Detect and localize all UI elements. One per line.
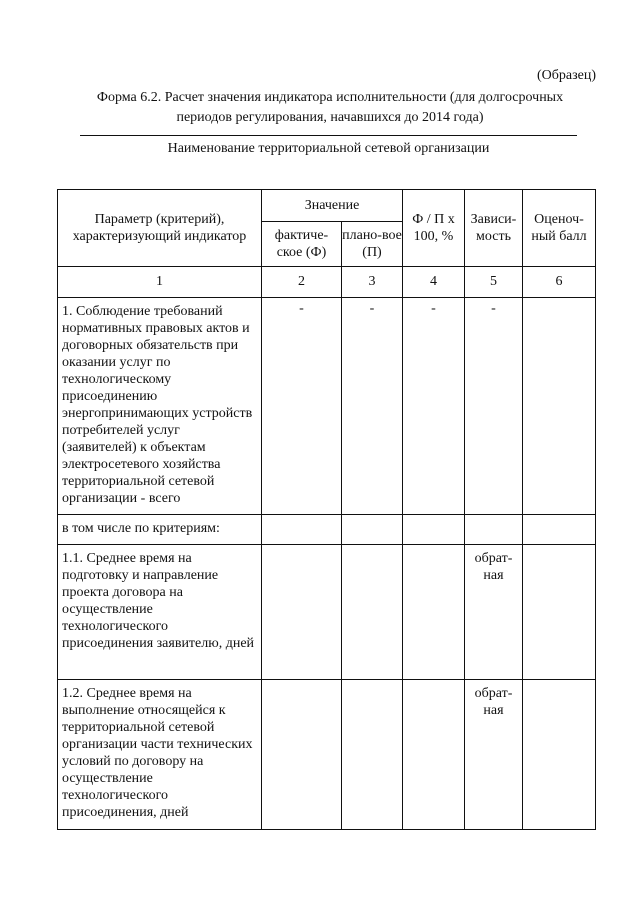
row-planned — [342, 545, 403, 680]
row-param: 1. Соблюдение требований нормативных правовых актов и договорных обязательств при оказании услуг по технологическому присоединению энергопринимающих устройств потребителей услуг (заявителей) к объектам электросетевого хозяйства территориальной сетевой организации - всего — [58, 298, 262, 515]
row-dependence: обрат-ная — [465, 545, 523, 680]
table-row — [58, 298, 596, 515]
row-score — [523, 545, 596, 680]
row-planned — [342, 515, 403, 545]
row-planned: - — [342, 298, 403, 515]
sample-label: (Образец) — [536, 68, 596, 83]
row-ratio: - — [403, 298, 465, 515]
form-title-line1: Форма 6.2. Расчет значения индикатора исполнительности (для долгосрочных — [96, 90, 564, 105]
row-actual — [262, 515, 342, 545]
table-row — [58, 680, 596, 830]
row-param: 1.1. Среднее время на подготовку и направление проекта договора на осуществление технологического присоединения заявителю, дней — [58, 545, 262, 680]
column-number: 4 — [403, 267, 465, 298]
column-number: 2 — [262, 267, 342, 298]
row-dependence: обрат-ная — [465, 680, 523, 830]
row-ratio — [403, 545, 465, 680]
row-param: в том числе по критериям: — [58, 515, 262, 545]
header-planned: плано-вое (П) — [342, 222, 403, 267]
column-number: 6 — [523, 267, 596, 298]
table-row — [58, 545, 596, 680]
header-dependence: Зависи-мость — [465, 190, 523, 267]
row-score — [523, 515, 596, 545]
table-row — [58, 515, 596, 545]
org-name-caption: Наименование территориальной сетевой организации — [167, 141, 490, 156]
column-number: 5 — [465, 267, 523, 298]
row-dependence — [465, 515, 523, 545]
row-ratio — [403, 515, 465, 545]
org-name-line — [80, 135, 577, 136]
row-score — [523, 680, 596, 830]
header-actual: фактиче-ское (Ф) — [262, 222, 342, 267]
row-actual — [262, 680, 342, 830]
row-actual — [262, 545, 342, 680]
row-planned — [342, 680, 403, 830]
header-value-group: Значение — [262, 190, 403, 222]
form-title — [50, 88, 610, 128]
row-dependence: - — [465, 298, 523, 515]
column-numbers-row — [58, 267, 596, 298]
row-actual: - — [262, 298, 342, 515]
header-param: Параметр (критерий), характеризующий индикатор — [58, 190, 262, 267]
header-score: Оценоч-ный балл — [523, 190, 596, 267]
row-score — [523, 298, 596, 515]
column-number: 3 — [342, 267, 403, 298]
indicator-table — [57, 189, 596, 830]
row-param: 1.2. Среднее время на выполнение относящейся к территориальной сетевой организации части технических условий по договору на осуществление технологического присоединения, дней — [58, 680, 262, 830]
form-title-line2: периодов регулирования, начавшихся до 2014 года) — [176, 110, 484, 125]
row-ratio — [403, 680, 465, 830]
header-ratio: Ф / П х 100, % — [403, 190, 465, 267]
column-number: 1 — [58, 267, 262, 298]
